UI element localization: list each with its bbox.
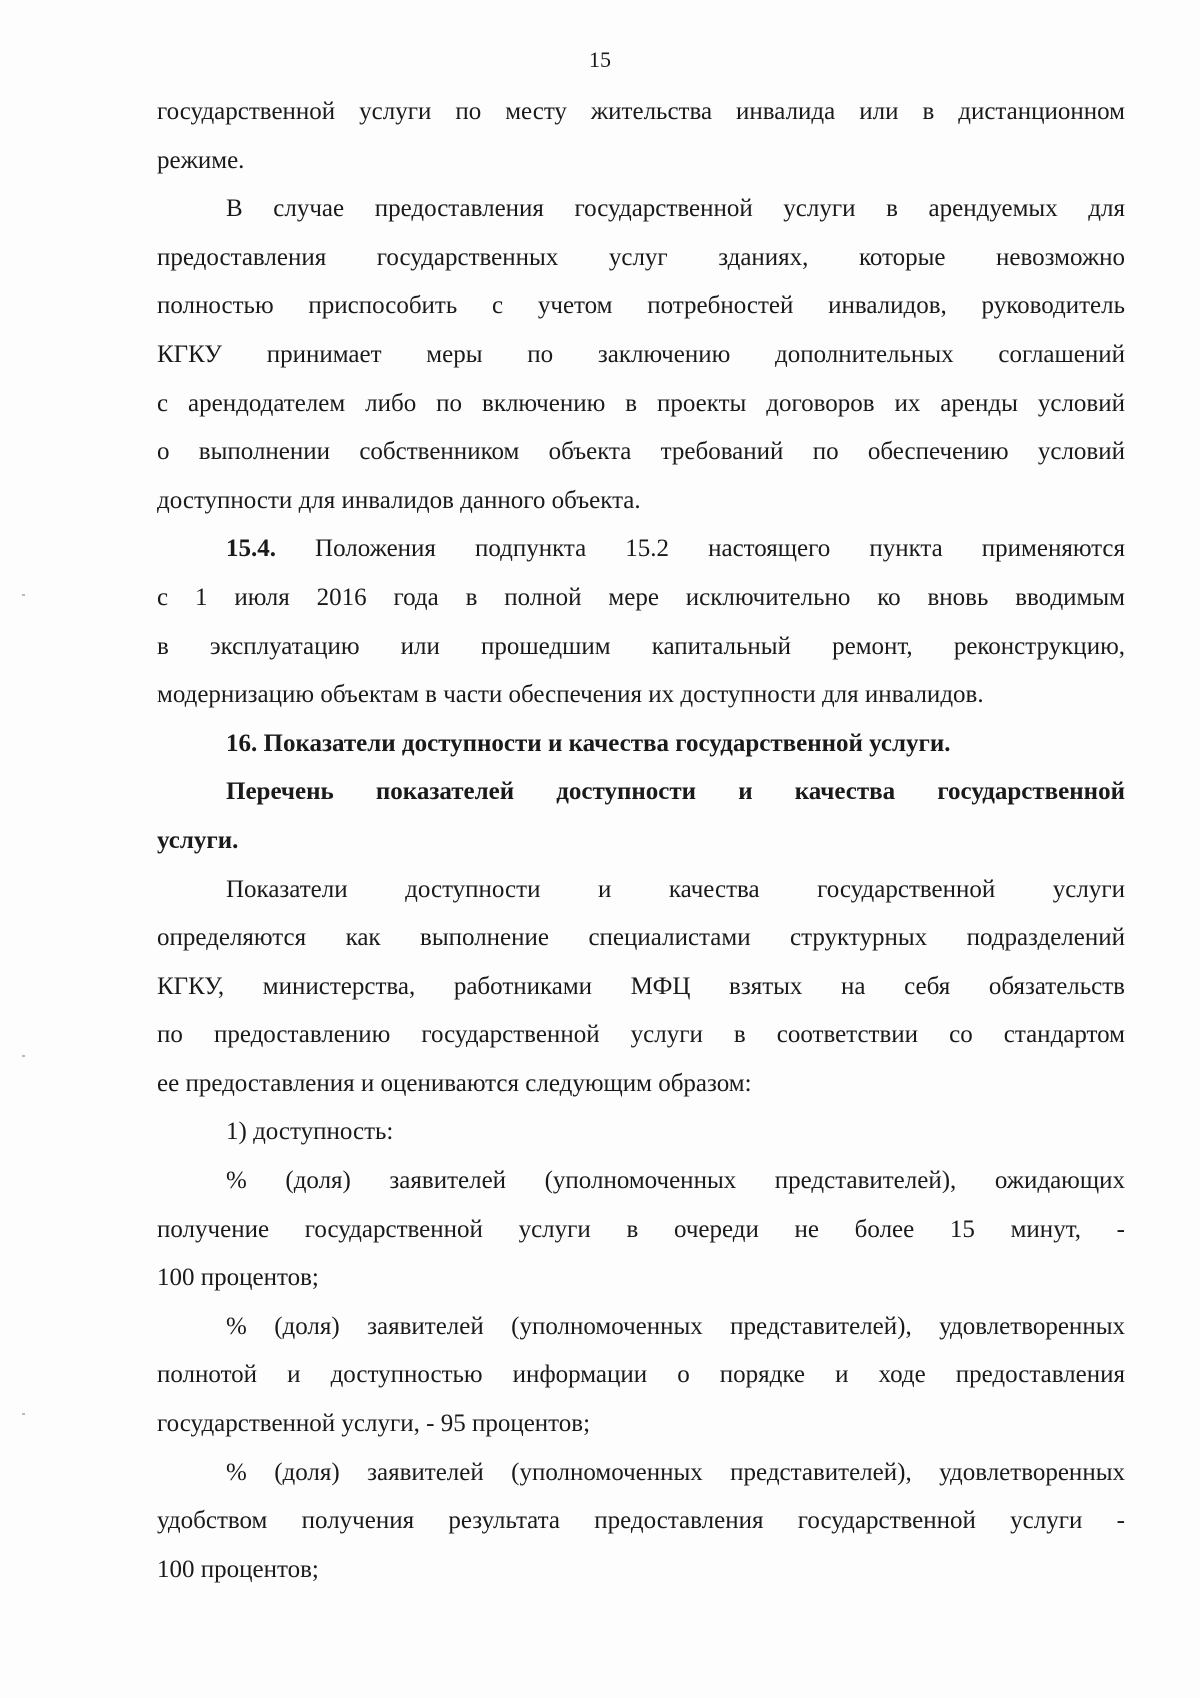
text-line: о выполнении собственником объекта требований по обеспечению условий — [157, 438, 1125, 466]
scan-artifact-mark — [22, 1413, 25, 1415]
paragraph-lease-conditions — [157, 185, 1125, 525]
heading-line: услуги. — [157, 826, 239, 854]
paragraph-indicators — [157, 866, 1125, 1109]
heading-line: Перечень показателей доступности и качества государственной — [226, 778, 1125, 806]
text-line: режиме. — [157, 146, 245, 174]
paragraph-continuation — [157, 88, 1125, 185]
text-line: с 1 июля 2016 года в полной мере исключительно ко вновь вводимым — [157, 583, 1125, 611]
page-number: 15 — [589, 47, 611, 72]
heading-line: 16. Показатели доступности и качества государственной услуги. — [226, 729, 951, 757]
text-line: определяются как выполнение специалистами структурных подразделений — [157, 924, 1125, 952]
text-line: В случае предоставления государственной услуги в арендуемых для — [226, 195, 1125, 223]
text-line: получение государственной услуги в очереди не более 15 минут, - — [157, 1215, 1125, 1243]
text-line: полнотой и доступностью информации о порядке и ходе предоставления — [157, 1361, 1125, 1389]
section-subheading — [157, 768, 1125, 865]
text-line: модернизацию объектам в части обеспечения их доступности для инвалидов. — [157, 681, 984, 709]
text-line: % (доля) заявителей (уполномоченных представителей), удовлетворенных — [226, 1312, 1125, 1340]
section-heading-16 — [157, 720, 1125, 769]
scan-artifact-mark — [22, 1055, 25, 1057]
text-line: 1) доступность: — [226, 1118, 394, 1146]
text-line: государственной услуги, - 95 процентов; — [157, 1410, 591, 1438]
text-line: по предоставлению государственной услуги в соответствии со стандартом — [157, 1021, 1125, 1049]
text-line: % (доля) заявителей (уполномоченных представителей), ожидающих — [226, 1167, 1125, 1195]
text-line: государственной услуги по месту жительства инвалида или в дистанционном — [157, 98, 1125, 125]
text-line: предоставления государственных услуг зданиях, которые невозможно — [157, 243, 1125, 271]
text-line: КГКУ принимает меры по заключению дополнительных соглашений — [157, 340, 1125, 368]
text-line: 100 процентов; — [157, 1264, 319, 1292]
list-item-accessibility — [157, 1108, 1125, 1157]
text-line: с арендодателем либо по включению в проекты договоров их аренды условий — [157, 389, 1125, 417]
text-line: КГКУ, министерства, работниками МФЦ взятых на себя обязательств — [157, 972, 1125, 1000]
text-fragment: Положения подпункта 15.2 настоящего пункта применяются — [276, 535, 1125, 563]
document-body — [157, 88, 1125, 1594]
indicator-waiting-time — [157, 1157, 1125, 1303]
indicator-result-convenience — [157, 1449, 1125, 1595]
paragraph-15-4 — [157, 525, 1125, 719]
scan-artifact-mark — [22, 594, 25, 596]
indicator-information — [157, 1303, 1125, 1449]
text-line: полностью приспособить с учетом потребностей инвалидов, руководитель — [157, 292, 1125, 320]
text-line: Показатели доступности и качества государственной услуги — [226, 875, 1125, 903]
text-line — [157, 525, 1125, 574]
text-line: 100 процентов; — [157, 1555, 319, 1583]
text-line: % (доля) заявителей (уполномоченных представителей), удовлетворенных — [226, 1458, 1125, 1486]
text-line: в эксплуатацию или прошедшим капитальный ремонт, реконструкцию, — [157, 632, 1125, 660]
text-line: доступности для инвалидов данного объекта. — [157, 486, 641, 514]
text-line: удобством получения результата предоставления государственной услуги - — [157, 1507, 1125, 1535]
text-line: ее предоставления и оцениваются следующим образом: — [157, 1069, 752, 1097]
section-number: 15.4. — [226, 535, 276, 563]
